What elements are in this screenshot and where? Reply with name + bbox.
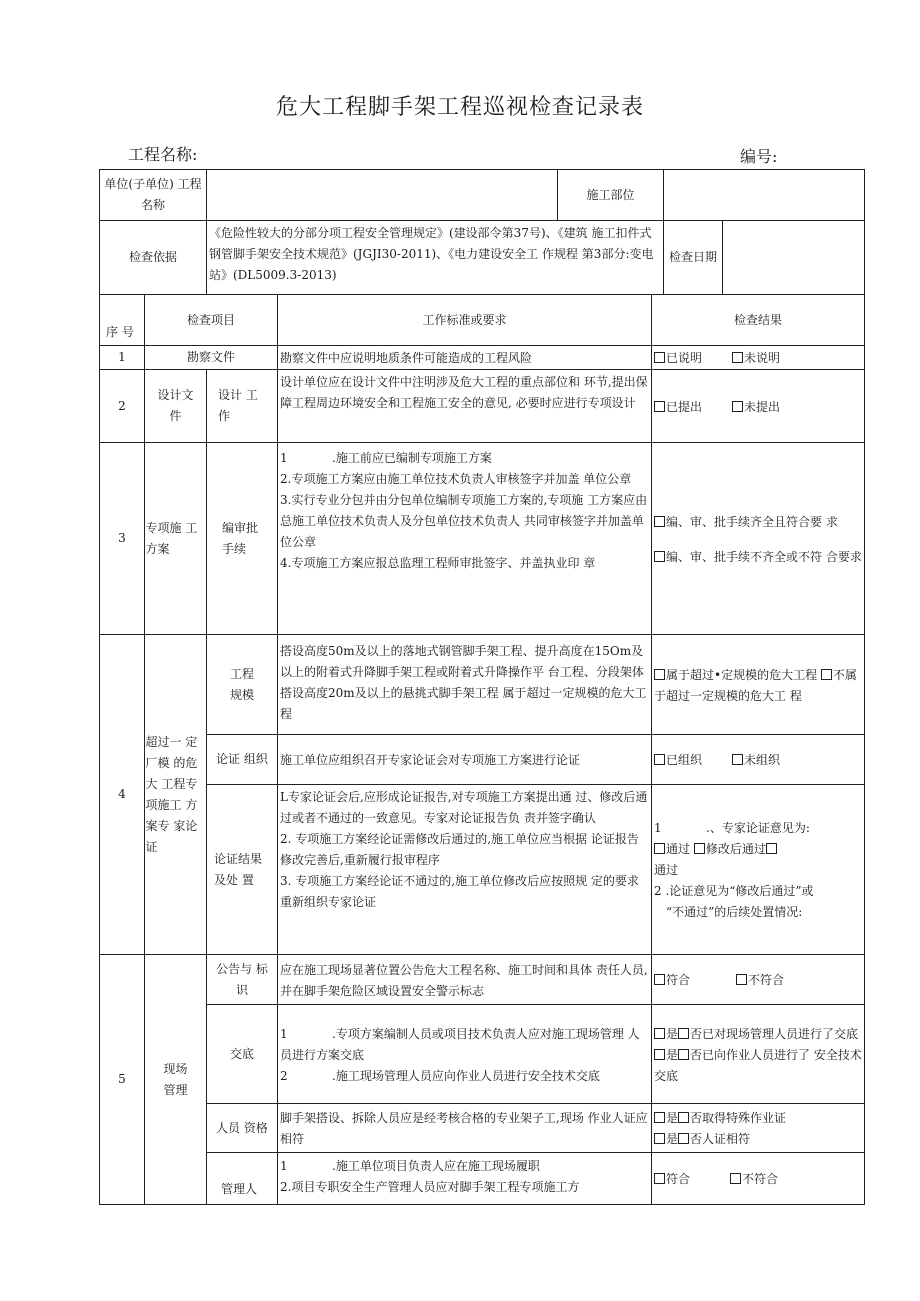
row4-scale-result: 属于超过•定规模的危大工程 不属于超过一定规模的危大工 程 xyxy=(651,634,865,735)
row3-seq: 3 xyxy=(99,442,145,635)
checkbox-mgr-not-ok[interactable] xyxy=(730,1173,741,1184)
row4-scale-label: 工程规模 xyxy=(206,634,278,735)
number-label: 编号: xyxy=(740,147,778,166)
checkbox-mgr-ok[interactable] xyxy=(654,1173,665,1184)
row1-result: 已说明 未说明 xyxy=(651,345,865,370)
checkbox-not-explained[interactable] xyxy=(732,352,743,363)
basis-text-cell xyxy=(206,220,664,295)
checkbox-match-yes[interactable] xyxy=(654,1133,665,1144)
checkbox-not-exceeds-scale[interactable] xyxy=(821,669,832,680)
row4-seq: 4 xyxy=(99,634,145,955)
checkbox-proposed[interactable] xyxy=(654,401,665,412)
row2-result: 已提出 未提出 xyxy=(651,369,865,443)
row4-res-label: 论证结果及处 置 xyxy=(206,784,278,955)
row3-result: 编、审、批手续齐全且符合要 求 编、审、批手续不齐全或不符 合要求 xyxy=(651,442,865,635)
row5-notice-label: 公告与 标识 xyxy=(206,954,278,1005)
row5-staff-result: 是 否取得特殊作业证 是 否人证相符 xyxy=(651,1103,865,1153)
checkbox-brief-mgr-no[interactable] xyxy=(678,1028,689,1039)
checkbox-notice-not-ok[interactable] xyxy=(736,974,747,985)
checkbox-incomplete[interactable] xyxy=(654,551,665,562)
checkbox-organized[interactable] xyxy=(654,754,665,765)
standard-header-cell xyxy=(277,294,652,346)
checkbox-cert-yes[interactable] xyxy=(654,1112,665,1123)
row5-notice-text: 应在施工现场显著位置公告危大工程名称、施工时间和具体 责任人员,并在脚手架危险区域设置安全警示标志 xyxy=(277,954,652,1005)
row3-sub: 编审批手续 xyxy=(206,442,278,635)
row4-item: 超过一 定厂模 的危大 工程专项施工 方案专 家论证 xyxy=(144,634,207,955)
row4-res-result: 1 .、专家论证意见为: 通过 修改后通过 通过 2 .论证意见为“修改后通过”或 “不通过”的后续处置情况: xyxy=(651,784,865,955)
row2-item: 设计文件 xyxy=(144,369,207,443)
row1-seq: 1 xyxy=(99,345,145,370)
basis-text: 《危险性较大的分部分项工程安全管理规定》(建设部令第37号)、《建筑 施工扣件式钢管脚手架安全技术规范》(JGJI30-2011)、《电力建设安全工 作规程 第3部分:变电站》(DL5009.3-2013) xyxy=(209,226,654,282)
unit-label-cell xyxy=(99,169,207,221)
row5-mgr-label: 管理人 xyxy=(206,1152,278,1205)
row2-sub: 设计 工作 xyxy=(206,369,278,443)
item-header-cell xyxy=(144,294,278,346)
row2-standard: 设计单位应在设计文件中注明涉及危大工程的重点部位和 环节,提出保障工程周边环境安全和工程施工安全的意见, 必要时应进行专项设计 xyxy=(277,369,652,443)
project-name-label: 工程名称: xyxy=(128,145,198,164)
checkbox-not-organized[interactable] xyxy=(732,754,743,765)
seq-header-cell xyxy=(99,294,145,346)
row5-notice-result: 符合 不符合 xyxy=(651,954,865,1005)
checkbox-brief-worker-no[interactable] xyxy=(678,1049,689,1060)
row3-standard: 1 .施工前应已编制专项施工方案 2.专项施工方案应由施工单位技术负责人审核签字并加盖 单位公章 3.实行专业分包并由分包单位编制专项施工方案的,专项施 工方案应由总施工单位技术负责人及分包单位技术负责人 共同审核签字并加盖单位公章 4.专项施工方案应报总监理工程师审批签字、并盖执业印 章 xyxy=(277,442,652,635)
unit-value-cell[interactable] xyxy=(206,169,558,221)
row4-scale-text: 搭设高度50m及以上的落地式钢管脚手架工程、提升高度在15Om及以上的附着式升降脚手架工程或附着式升降操作平 台工程、分段架体搭设高度20m及以上的悬挑式脚手架工程 属于超过一定规模的危大工程 xyxy=(277,634,652,735)
check-date-label: 检查日期 xyxy=(668,250,717,264)
construction-part-value-cell[interactable] xyxy=(663,169,865,221)
checkbox-match-no[interactable] xyxy=(678,1133,689,1144)
checkbox-brief-mgr-yes[interactable] xyxy=(654,1028,665,1039)
checkbox-passed[interactable] xyxy=(654,843,665,854)
basis-label-cell xyxy=(99,220,207,295)
checkbox-complete[interactable] xyxy=(654,516,665,527)
row4-org-result: 已组织 未组织 xyxy=(651,734,865,785)
row1-standard: 勘察文件中应说明地质条件可能造成的工程风险 xyxy=(277,345,652,370)
row5-item: 现场管理 xyxy=(144,954,207,1205)
row5-seq: 5 xyxy=(99,954,145,1205)
check-date-label-cell xyxy=(663,220,723,295)
row5-mgr-text: 1 .施工单位项目负责人应在施工现场履职 2.项目专职安全生产管理人员应对脚手架工程专项施工方 xyxy=(277,1152,652,1205)
row4-org-label: 论证 组织 xyxy=(206,734,278,785)
row5-brief-text: 1 .专项方案编制人员或项目技术负责人应对施工现场管理 人员进行方案交底 2 .施工现场管理人员应向作业人员进行安全技术交底 xyxy=(277,1004,652,1104)
page-title: 危大工程脚手架工程巡视检查记录表 xyxy=(275,95,644,120)
checkbox-exceeds-scale[interactable] xyxy=(654,669,665,680)
row1-item: 勘察文件 xyxy=(144,345,278,370)
row5-staff-label: 人员 资格 xyxy=(206,1103,278,1153)
row4-res-text: L专家论证会后,应形成论证报告,对专项施工方案提出通 过、修改后通过或者不通过的一致意见。专家对论证报告负 责并签字确认 2. 专项施工方案经论证需修改后通过的,施工单位应当根据 论证报告修改完善后,重新履行报审程序 3. 专项施工方案经论证不通过的,施工单位修改后应按照规 定的要求重新组织专家论证 xyxy=(277,784,652,955)
construction-part-label-cell xyxy=(557,169,664,221)
checkbox-passed-after-revision[interactable] xyxy=(694,843,705,854)
row3-item: 专项施 工方案 xyxy=(144,442,207,635)
construction-part-label: 施工部位 xyxy=(586,187,635,202)
check-date-value-cell[interactable] xyxy=(722,220,865,295)
row4-org-text: 施工单位应组织召开专家论证会对专项施工方案进行论证 xyxy=(277,734,652,785)
checkbox-cert-no[interactable] xyxy=(678,1112,689,1123)
basis-label: 检查依据 xyxy=(128,250,177,264)
checkbox-notice-ok[interactable] xyxy=(654,974,665,985)
row5-brief-result: 是 否已对现场管理人员进行了交底 是 否已向作业人员进行了 安全技术交底 xyxy=(651,1004,865,1104)
row5-brief-label: 交底 xyxy=(206,1004,278,1104)
checkbox-not-proposed[interactable] xyxy=(732,401,743,412)
result-header-cell xyxy=(651,294,865,346)
checkbox-not-passed[interactable] xyxy=(766,843,777,854)
unit-label: 单位(子单位) 工程名称 xyxy=(104,177,202,212)
seq-header: 序 号 xyxy=(106,325,134,339)
item-header: 检查项目 xyxy=(186,312,235,327)
row5-staff-text: 脚手架搭设、拆除人员应是经考核合格的专业架子工,现场 作业人证应相符 xyxy=(277,1103,652,1153)
row2-seq: 2 xyxy=(99,369,145,443)
standard-header: 工作标准或要求 xyxy=(422,312,507,327)
checkbox-explained[interactable] xyxy=(654,352,665,363)
result-header: 检查结果 xyxy=(733,312,782,327)
row5-mgr-result: 符合 不符合 xyxy=(651,1152,865,1205)
checkbox-brief-worker-yes[interactable] xyxy=(654,1049,665,1060)
